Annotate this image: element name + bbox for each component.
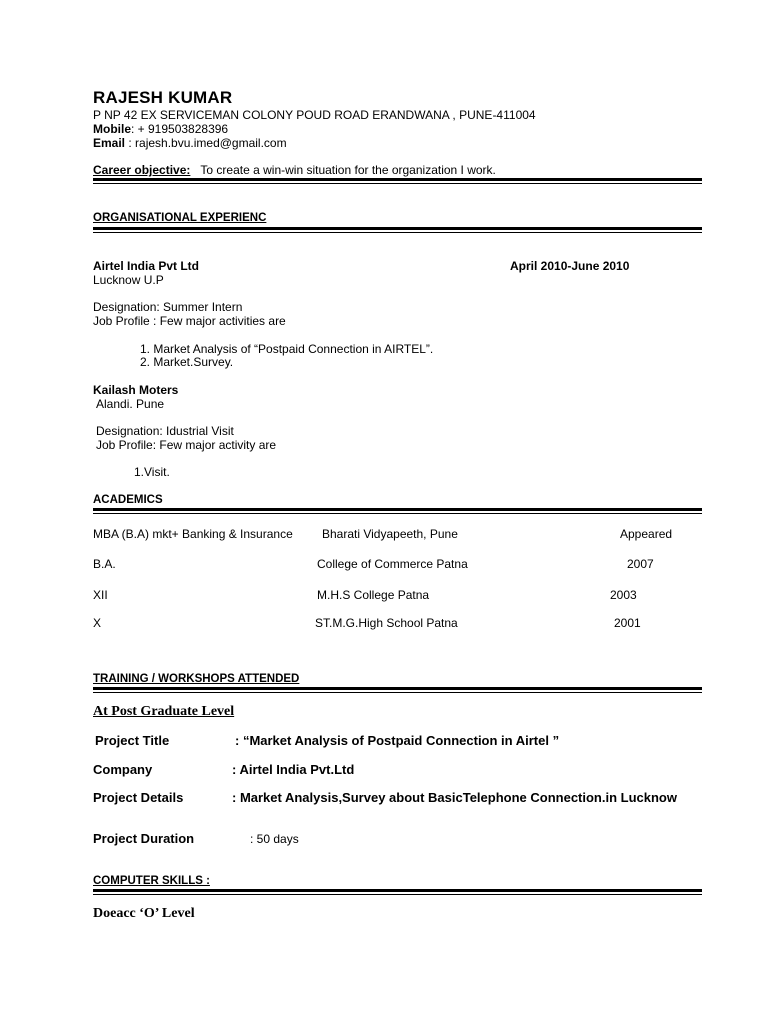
project-details-label: Project Details — [93, 790, 184, 805]
job2-profile: Job Profile: Few major activity are — [96, 438, 277, 452]
objective-text: To create a win-win situation for the organization I work. — [200, 163, 496, 177]
job1-profile: Job Profile : Few major activities are — [93, 314, 286, 328]
job1-company: Airtel India Pvt Ltd — [93, 259, 200, 273]
job1-period: April 2010-June 2010 — [510, 259, 630, 273]
divider — [93, 513, 702, 514]
job1-item: 1. Market Analysis of “Postpaid Connection in AIRTEL”. — [140, 342, 434, 356]
job2-location: Alandi. Pune — [96, 397, 165, 411]
experience-heading: ORGANISATIONAL EXPERIENC — [93, 212, 267, 224]
job1-item: 2. Market.Survey. — [140, 355, 234, 369]
candidate-name: RAJESH KUMAR — [93, 88, 233, 107]
project-details-value: : Market Analysis,Survey about BasicTelephone Connection.in Lucknow — [232, 790, 677, 805]
mobile-line — [93, 122, 228, 136]
training-level: At Post Graduate Level — [93, 704, 235, 719]
academic-institute: Bharati Vidyapeeth, Pune — [322, 527, 458, 541]
divider — [93, 894, 702, 895]
divider — [93, 687, 702, 690]
email-line — [93, 136, 287, 150]
job1-designation: Designation: Summer Intern — [93, 300, 243, 314]
objective-label: Career objective: — [93, 163, 191, 177]
project-title-value: : “Market Analysis of Postpaid Connection in Airtel ” — [235, 733, 560, 748]
academic-year: 2001 — [614, 616, 641, 630]
mobile-label: Mobile — [93, 122, 131, 136]
academic-degree: XII — [93, 588, 108, 602]
job1-location: Lucknow U.P — [93, 273, 164, 287]
academic-institute: M.H.S College Patna — [317, 588, 430, 602]
job2-item: 1.Visit. — [134, 465, 170, 479]
job2-company: Kailash Moters — [93, 383, 179, 397]
project-duration-value: : 50 days — [250, 832, 299, 846]
academic-degree: X — [93, 616, 102, 630]
address: P NP 42 EX SERVICEMAN COLONY POUD ROAD ERANDWANA , PUNE-411004 — [93, 108, 536, 122]
divider — [93, 889, 702, 892]
academic-year: 2007 — [627, 557, 654, 571]
divider — [93, 508, 702, 511]
training-heading: TRAINING / WORKSHOPS ATTENDED — [93, 673, 300, 685]
mobile-value: : + 919503828396 — [131, 122, 229, 136]
email-label: Email — [93, 136, 126, 150]
divider — [93, 227, 702, 230]
job2-designation: Designation: Idustrial Visit — [96, 424, 234, 438]
divider — [93, 692, 702, 693]
skills-heading: COMPUTER SKILLS : — [93, 875, 210, 887]
career-objective — [93, 163, 496, 177]
academic-degree: B.A. — [93, 557, 116, 571]
email-value: : rajesh.bvu.imed@gmail.com — [128, 136, 287, 150]
project-duration-label: Project Duration — [93, 831, 195, 846]
academic-institute: College of Commerce Patna — [317, 557, 468, 571]
academic-year: 2003 — [610, 588, 637, 602]
academic-degree: MBA (B.A) mkt+ Banking & Insurance — [93, 527, 293, 541]
academic-year: Appeared — [620, 527, 673, 541]
company-label: Company — [93, 762, 153, 777]
academic-institute: ST.M.G.High School Patna — [315, 616, 458, 630]
skills-item: Doeacc ‘O’ Level — [93, 906, 195, 921]
project-title-label: Project Title — [95, 733, 170, 748]
divider — [93, 232, 702, 233]
divider — [93, 178, 702, 181]
academics-heading: ACADEMICS — [93, 494, 163, 506]
divider — [93, 183, 702, 184]
company-value: : Airtel India Pvt.Ltd — [232, 762, 355, 777]
